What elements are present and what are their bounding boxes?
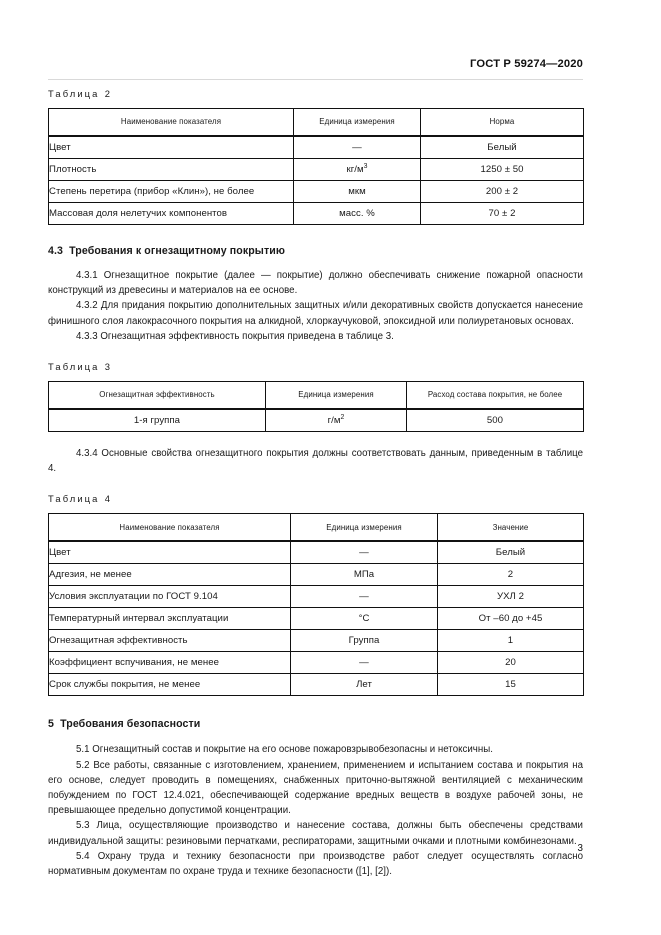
cell-unit: МПа: [291, 564, 438, 586]
table4-caption: [48, 493, 583, 504]
cell-unit: —: [294, 136, 421, 159]
cell-unit-exponent: 3: [363, 162, 368, 170]
header-rule: [48, 79, 583, 80]
cell-value: От –60 до +45: [438, 608, 584, 630]
table4-header-row: [49, 514, 584, 542]
table-row: [49, 203, 584, 225]
cell-name: 1-я группа: [49, 409, 266, 432]
cell-name: Коэффициент вспучивания, не менее: [49, 652, 291, 674]
paragraph-5-3: 5.3 Лица, осуществляющие производство и нанесение состава, должны быть обеспечены средствами индивидуальной защиты: резиновыми перчатками, респираторами, защитными очками и плотными комбинезонами.: [48, 820, 583, 847]
cell-name: Цвет: [49, 136, 294, 159]
table2-col-unit: Единица измерения: [294, 109, 421, 137]
running-header-standard-id: ГОСТ Р 59274—2020: [470, 58, 583, 70]
table-row: [49, 159, 584, 181]
cell-unit: —: [291, 586, 438, 608]
section-5-number: 5: [48, 718, 54, 731]
table-row: [49, 630, 584, 652]
table4-col-name: Наименование показателя: [49, 514, 291, 542]
cell-value: 200 ± 2: [421, 181, 584, 203]
cell-name: Плотность: [49, 159, 294, 181]
paragraph-4-3-4: 4.3.4 Основные свойства огнезащитного покрытия должны соответствовать данным, приведенным в таблице 4.: [48, 448, 583, 475]
table2: [48, 108, 584, 225]
paragraph-4-3-1: 4.3.1 Огнезащитное покрытие (далее — покрытие) должно обеспечивать снижение пожарной опасности конструкций из древесины и материалов на ее основе.: [48, 270, 583, 297]
paragraph-4-3-3: 4.3.3 Огнезащитная эффективность покрытия приведена в таблице 3.: [76, 330, 394, 342]
cell-value: 500: [407, 409, 584, 432]
cell-name: Цвет: [49, 541, 291, 564]
table-row: [49, 586, 584, 608]
table-row: [49, 541, 584, 564]
cell-unit: °С: [291, 608, 438, 630]
table3-caption-label: Таблица: [48, 361, 100, 373]
cell-value: 70 ± 2: [421, 203, 584, 225]
table4-col-value: Значение: [438, 514, 584, 542]
section-4-3-heading: [48, 245, 583, 257]
cell-unit: Лет: [291, 674, 438, 696]
cell-unit: $кг/м^3$: [294, 159, 421, 181]
paragraph-5-2: 5.2 Все работы, связанные с изготовлением, хранением, применением и испытанием состава и покрытия на его основе, следует проводить в помещениях, снабженных приточно-вытяжной вентиляцией с механическим побуждением по ГОСТ 12.4.021, обеспечивающей содержание вредных веществ в воздухе рабочей зоны, не превышающее предельно допустимой концентрации.: [48, 759, 583, 817]
section-5-title: Требования безопасности: [60, 718, 201, 731]
cell-value: 1250 ± 50: [421, 159, 584, 181]
section-4-3-title: Требования к огнезащитному покрытию: [69, 245, 286, 257]
section-5-heading: [48, 718, 583, 730]
cell-value: УХЛ 2: [438, 586, 584, 608]
paragraph-5-4: 5.4 Охрану труда и технику безопасности при производстве работ следует осуществлять согласно нормативным документам по охране труда и технике безопасности ([1], [2]).: [48, 850, 583, 878]
table2-col-value: Норма: [421, 109, 584, 137]
table-row: [49, 674, 584, 696]
table3-col-efficiency: Огнезащитная эффективность: [49, 382, 266, 410]
cell-value: 1: [438, 630, 584, 652]
table-row: [49, 608, 584, 630]
table-row: [49, 409, 584, 432]
cell-unit: мкм: [294, 181, 421, 203]
cell-value: Белый: [421, 136, 584, 159]
cell-unit: —: [291, 541, 438, 564]
page-content: [48, 88, 583, 879]
cell-name: Срок службы покрытия, не менее: [49, 674, 291, 696]
cell-name: Условия эксплуатации по ГОСТ 9.104: [49, 586, 291, 608]
table4-col-unit: Единица измерения: [291, 514, 438, 542]
cell-unit: —: [291, 652, 438, 674]
paragraph-4-3-2: 4.3.2 Для придания покрытию дополнительных защитных и/или декоративных свойств допускается нанесение финишного слоя лакокрасочного покрытия на алкидной, хлоркаучуковой, эпоксидной или полиуретановых основах.: [48, 300, 583, 327]
cell-value: 2: [438, 564, 584, 586]
cell-unit: Группа: [291, 630, 438, 652]
table2-caption-label: Таблица: [48, 88, 100, 99]
cell-name: Массовая доля нелетучих компонентов: [49, 203, 294, 225]
table2-col-name: Наименование показателя: [49, 109, 294, 137]
cell-name: Огнезащитная эффективность: [49, 630, 291, 652]
table4-caption-label: Таблица: [48, 493, 100, 505]
table2-caption: [48, 88, 583, 99]
table-row: [49, 136, 584, 159]
cell-name: Температурный интервал эксплуатации: [49, 608, 291, 630]
section-4-3-number: 4.3: [48, 245, 64, 257]
cell-name: Степень перетира (прибор «Клин»), не более: [49, 181, 294, 203]
table-row: [49, 564, 584, 586]
table3-caption: [48, 361, 583, 372]
paragraph-5-1: 5.1 Огнезащитный состав и покрытие на его основе пожаровзрывобезопасны и нетоксичны.: [76, 744, 493, 756]
table3: [48, 381, 584, 432]
cell-unit: $г/м^2$: [266, 409, 407, 432]
table4: [48, 513, 584, 696]
table3-col-unit: Единица измерения: [266, 382, 407, 410]
table-row: [49, 181, 584, 203]
table3-header-row: [49, 382, 584, 410]
table4-caption-number: 4: [104, 493, 110, 505]
cell-value: 20: [438, 652, 584, 674]
cell-unit: масс. %: [294, 203, 421, 225]
cell-value: 15: [438, 674, 584, 696]
table-row: [49, 652, 584, 674]
table3-caption-number: 3: [104, 361, 110, 373]
table2-caption-number: 2: [104, 88, 110, 99]
cell-unit-exponent: 2: [340, 413, 345, 421]
page-number: 3: [577, 843, 583, 854]
table2-header-row: [49, 109, 584, 137]
cell-value: Белый: [438, 541, 584, 564]
table3-col-consumption: Расход состава покрытия, не более: [407, 382, 584, 410]
cell-name: Адгезия, не менее: [49, 564, 291, 586]
